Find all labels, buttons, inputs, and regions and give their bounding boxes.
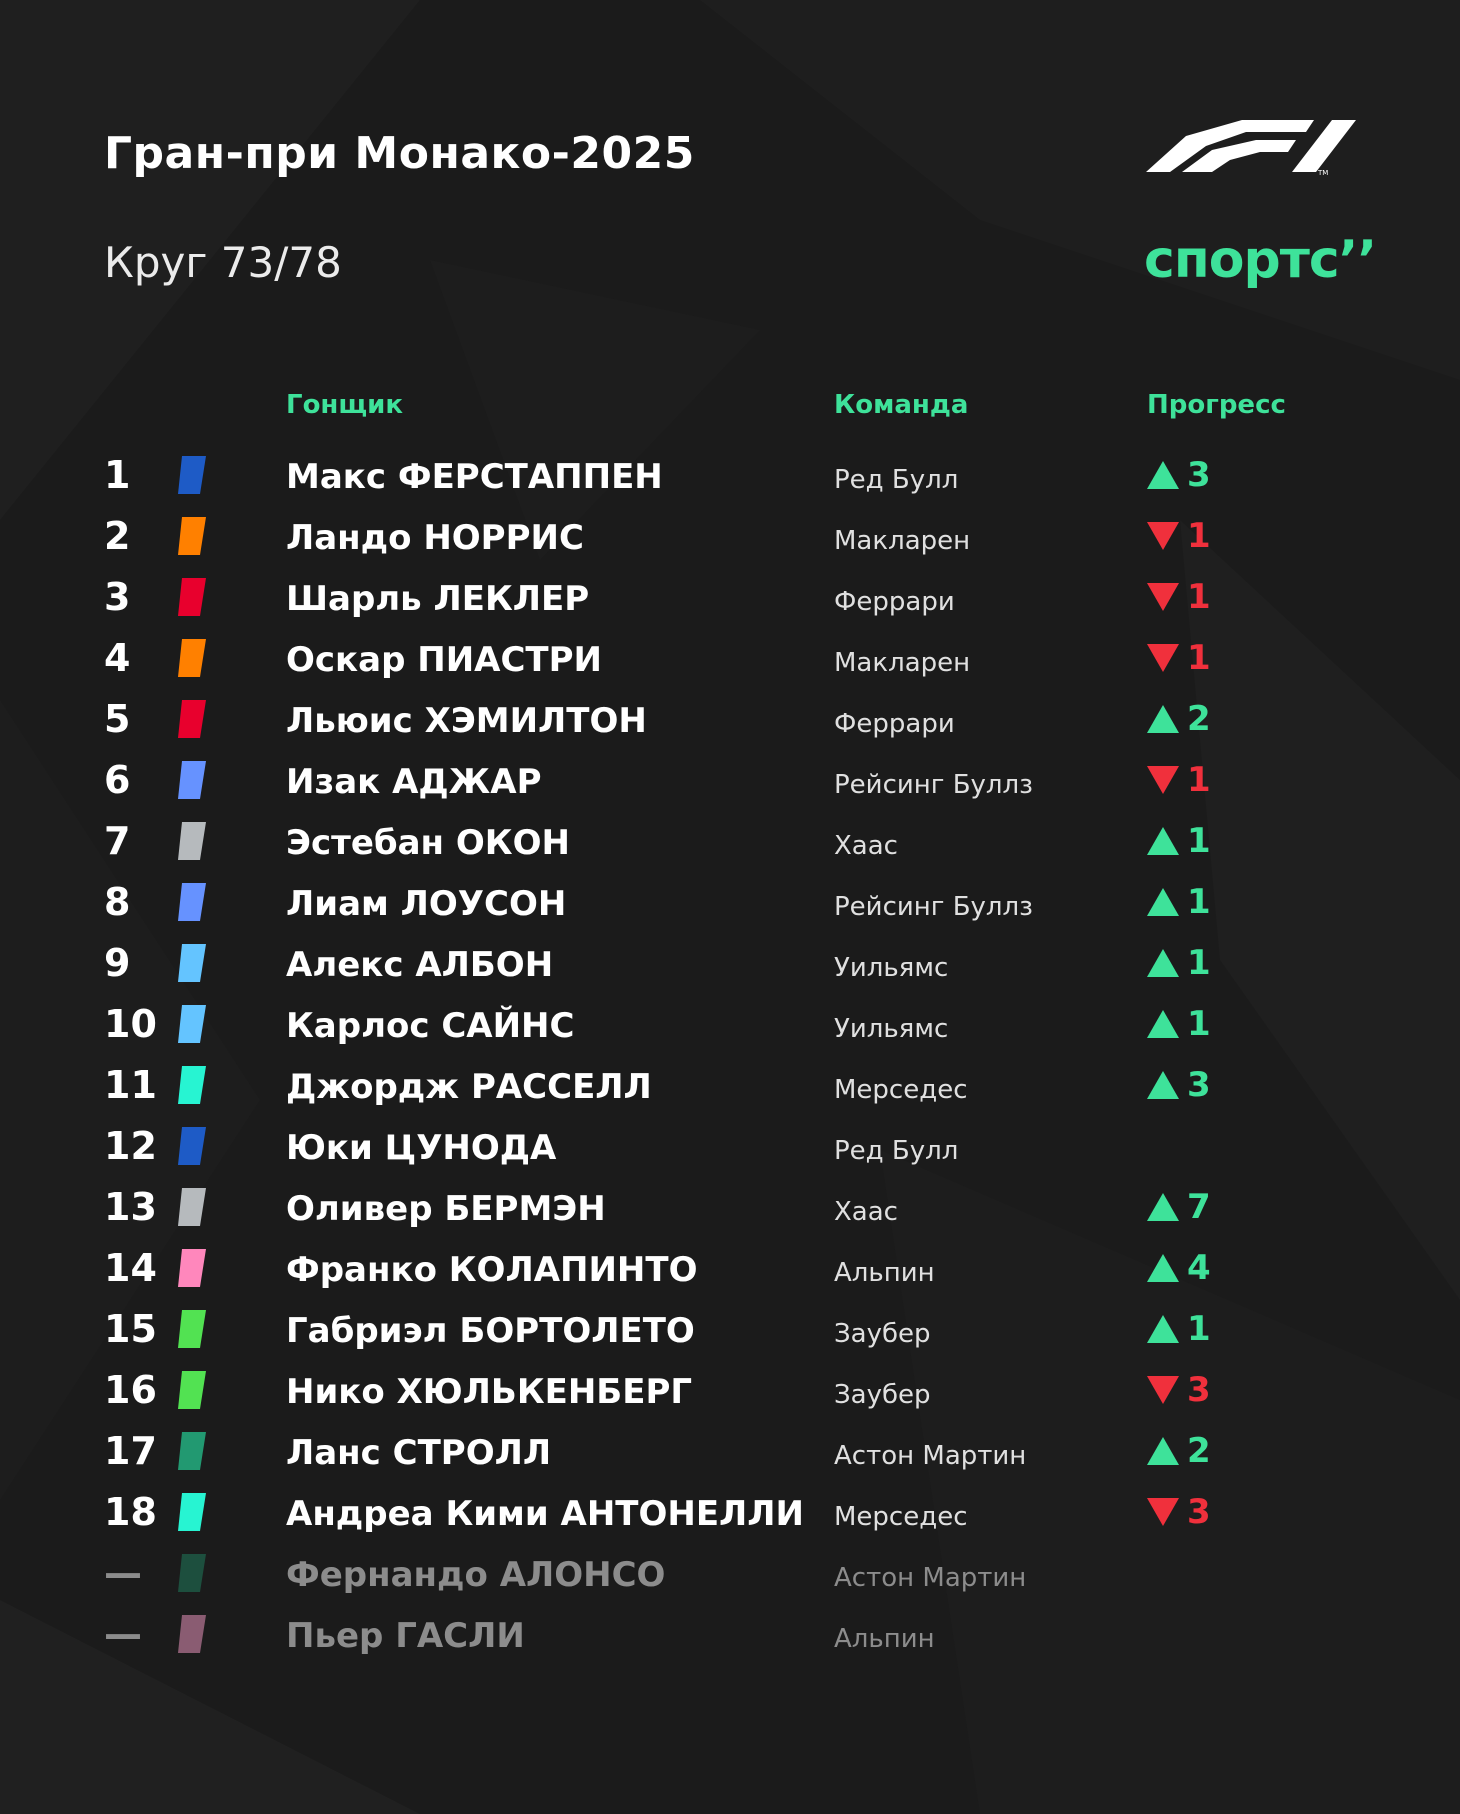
arrow-down-icon bbox=[1147, 522, 1179, 550]
team-name: Заубер bbox=[834, 1380, 931, 1410]
table-row bbox=[0, 1482, 1460, 1542]
team-name: Астон Мартин bbox=[834, 1441, 1027, 1471]
team-color-stripe-icon bbox=[178, 1432, 206, 1470]
team-name: Ред Булл bbox=[834, 465, 959, 495]
team-name: Рейсинг Буллз bbox=[834, 892, 1033, 922]
team-color-stripe-icon bbox=[178, 883, 206, 921]
team-name: Макларен bbox=[834, 526, 971, 556]
team-color-stripe-icon bbox=[178, 1066, 206, 1104]
column-header-progress: Прогресс bbox=[1147, 390, 1286, 420]
position-number: 10 bbox=[104, 1002, 157, 1046]
team-name: Феррари bbox=[834, 587, 955, 617]
team-name: Феррари bbox=[834, 709, 955, 739]
driver-name: Шарль ЛЕКЛЕР bbox=[286, 579, 590, 619]
progress-value: 4 bbox=[1187, 1248, 1211, 1288]
team-name: Хаас bbox=[834, 831, 898, 861]
progress-value: 1 bbox=[1187, 882, 1211, 922]
team-color-stripe-icon bbox=[178, 456, 206, 494]
team-color-stripe-icon bbox=[178, 578, 206, 616]
driver-name: Эстебан ОКОН bbox=[286, 823, 570, 863]
driver-name: Ланс СТРОЛЛ bbox=[286, 1433, 552, 1473]
driver-name: Оскар ПИАСТРИ bbox=[286, 640, 602, 680]
driver-name: Франко КОЛАПИНТО bbox=[286, 1250, 698, 1290]
driver-name: Джордж РАССЕЛЛ bbox=[286, 1067, 652, 1107]
team-name: Уильямс bbox=[834, 1014, 949, 1044]
position-number: 11 bbox=[104, 1063, 157, 1107]
lap-counter: Круг 73/78 bbox=[104, 238, 342, 287]
position-number: 4 bbox=[104, 636, 131, 680]
progress-value: 1 bbox=[1187, 1004, 1211, 1044]
team-name: Рейсинг Буллз bbox=[834, 770, 1033, 800]
column-header-driver: Гонщик bbox=[286, 390, 403, 420]
driver-name: Алекс АЛБОН bbox=[286, 945, 554, 985]
table-row bbox=[0, 1543, 1460, 1603]
position-number: 6 bbox=[104, 758, 131, 802]
arrow-up-icon bbox=[1147, 1193, 1179, 1221]
team-color-stripe-icon bbox=[178, 761, 206, 799]
driver-name: Нико ХЮЛЬКЕНБЕРГ bbox=[286, 1372, 693, 1412]
progress-value: 3 bbox=[1187, 1370, 1211, 1410]
team-name: Мерседес bbox=[834, 1075, 968, 1105]
table-row bbox=[0, 1055, 1460, 1115]
arrow-up-icon bbox=[1147, 461, 1179, 489]
position-number: 8 bbox=[104, 880, 131, 924]
team-name: Хаас bbox=[834, 1197, 898, 1227]
table-row bbox=[0, 1299, 1460, 1359]
driver-name: Юки ЦУНОДА bbox=[286, 1128, 557, 1168]
progress-value: 1 bbox=[1187, 516, 1211, 556]
f1-logo-icon bbox=[1146, 118, 1356, 176]
team-color-stripe-icon bbox=[178, 1554, 206, 1592]
progress-value: 2 bbox=[1187, 699, 1211, 739]
team-color-stripe-icon bbox=[178, 1005, 206, 1043]
team-color-stripe-icon bbox=[178, 1127, 206, 1165]
arrow-down-icon bbox=[1147, 766, 1179, 794]
driver-name: Андреа Кими АНТОНЕЛЛИ bbox=[286, 1494, 804, 1534]
driver-name: Оливер БЕРМЭН bbox=[286, 1189, 606, 1229]
page-title: Гран-при Монако-2025 bbox=[104, 128, 695, 179]
team-color-stripe-icon bbox=[178, 1188, 206, 1226]
position-number: 13 bbox=[104, 1185, 157, 1229]
table-row bbox=[0, 811, 1460, 871]
team-color-stripe-icon bbox=[178, 1493, 206, 1531]
table-row bbox=[0, 1116, 1460, 1176]
arrow-down-icon bbox=[1147, 1498, 1179, 1526]
arrow-down-icon bbox=[1147, 1376, 1179, 1404]
team-name: Альпин bbox=[834, 1624, 935, 1654]
driver-name: Льюис ХЭМИЛТОН bbox=[286, 701, 647, 741]
sports-ru-logo: спортс’’ bbox=[1144, 230, 1377, 290]
arrow-down-icon bbox=[1147, 583, 1179, 611]
position-number: 7 bbox=[104, 819, 131, 863]
driver-name: Макс ФЕРСТАППЕН bbox=[286, 457, 663, 497]
arrow-up-icon bbox=[1147, 1437, 1179, 1465]
driver-name: Ландо НОРРИС bbox=[286, 518, 584, 558]
driver-name: Пьер ГАСЛИ bbox=[286, 1616, 525, 1656]
position-number: 9 bbox=[104, 941, 131, 985]
arrow-up-icon bbox=[1147, 1071, 1179, 1099]
table-row bbox=[0, 506, 1460, 566]
table-row bbox=[0, 567, 1460, 627]
table-row bbox=[0, 628, 1460, 688]
driver-name: Изак АДЖАР bbox=[286, 762, 542, 802]
team-name: Ред Булл bbox=[834, 1136, 959, 1166]
progress-value: 3 bbox=[1187, 455, 1211, 495]
table-row bbox=[0, 750, 1460, 810]
progress-value: 1 bbox=[1187, 638, 1211, 678]
column-header-team: Команда bbox=[834, 390, 969, 420]
position-number: 18 bbox=[104, 1490, 157, 1534]
progress-value: 7 bbox=[1187, 1187, 1211, 1227]
progress-value: 1 bbox=[1187, 943, 1211, 983]
table-row bbox=[0, 1604, 1460, 1664]
driver-name: Карлос САЙНС bbox=[286, 1006, 575, 1046]
position-number: 2 bbox=[104, 514, 131, 558]
svg-text:TM: TM bbox=[1318, 169, 1329, 176]
arrow-up-icon bbox=[1147, 1254, 1179, 1282]
team-name: Макларен bbox=[834, 648, 971, 678]
progress-value: 3 bbox=[1187, 1065, 1211, 1105]
arrow-up-icon bbox=[1147, 827, 1179, 855]
team-color-stripe-icon bbox=[178, 639, 206, 677]
table-row bbox=[0, 1177, 1460, 1237]
position-number: 3 bbox=[104, 575, 131, 619]
arrow-down-icon bbox=[1147, 644, 1179, 672]
driver-name: Лиам ЛОУСОН bbox=[286, 884, 567, 924]
position-number: 15 bbox=[104, 1307, 157, 1351]
table-row bbox=[0, 994, 1460, 1054]
arrow-up-icon bbox=[1147, 949, 1179, 977]
team-color-stripe-icon bbox=[178, 700, 206, 738]
table-row bbox=[0, 445, 1460, 505]
team-color-stripe-icon bbox=[178, 1310, 206, 1348]
team-color-stripe-icon bbox=[178, 1249, 206, 1287]
team-name: Мерседес bbox=[834, 1502, 968, 1532]
table-row bbox=[0, 1238, 1460, 1298]
table-row bbox=[0, 1421, 1460, 1481]
table-row bbox=[0, 1360, 1460, 1420]
driver-name: Габриэл БОРТОЛЕТО bbox=[286, 1311, 695, 1351]
progress-value: 1 bbox=[1187, 577, 1211, 617]
progress-value: 3 bbox=[1187, 1492, 1211, 1532]
progress-value: 1 bbox=[1187, 760, 1211, 800]
position-number: 1 bbox=[104, 453, 131, 497]
position-number: 12 bbox=[104, 1124, 157, 1168]
team-color-stripe-icon bbox=[178, 1371, 206, 1409]
arrow-up-icon bbox=[1147, 705, 1179, 733]
team-color-stripe-icon bbox=[178, 944, 206, 982]
team-color-stripe-icon bbox=[178, 1615, 206, 1653]
position-number: — bbox=[104, 1551, 142, 1595]
team-name: Астон Мартин bbox=[834, 1563, 1027, 1593]
team-color-stripe-icon bbox=[178, 822, 206, 860]
arrow-up-icon bbox=[1147, 1315, 1179, 1343]
position-number: 16 bbox=[104, 1368, 157, 1412]
position-number: 17 bbox=[104, 1429, 157, 1473]
team-color-stripe-icon bbox=[178, 517, 206, 555]
position-number: 14 bbox=[104, 1246, 157, 1290]
progress-value: 2 bbox=[1187, 1431, 1211, 1471]
table-row bbox=[0, 872, 1460, 932]
table-row bbox=[0, 689, 1460, 749]
progress-value: 1 bbox=[1187, 1309, 1211, 1349]
table-row bbox=[0, 933, 1460, 993]
team-name: Альпин bbox=[834, 1258, 935, 1288]
driver-name: Фернандо АЛОНСО bbox=[286, 1555, 666, 1595]
arrow-up-icon bbox=[1147, 888, 1179, 916]
position-number: — bbox=[104, 1612, 142, 1656]
progress-value: 1 bbox=[1187, 821, 1211, 861]
team-name: Заубер bbox=[834, 1319, 931, 1349]
team-name: Уильямс bbox=[834, 953, 949, 983]
position-number: 5 bbox=[104, 697, 131, 741]
arrow-up-icon bbox=[1147, 1010, 1179, 1038]
